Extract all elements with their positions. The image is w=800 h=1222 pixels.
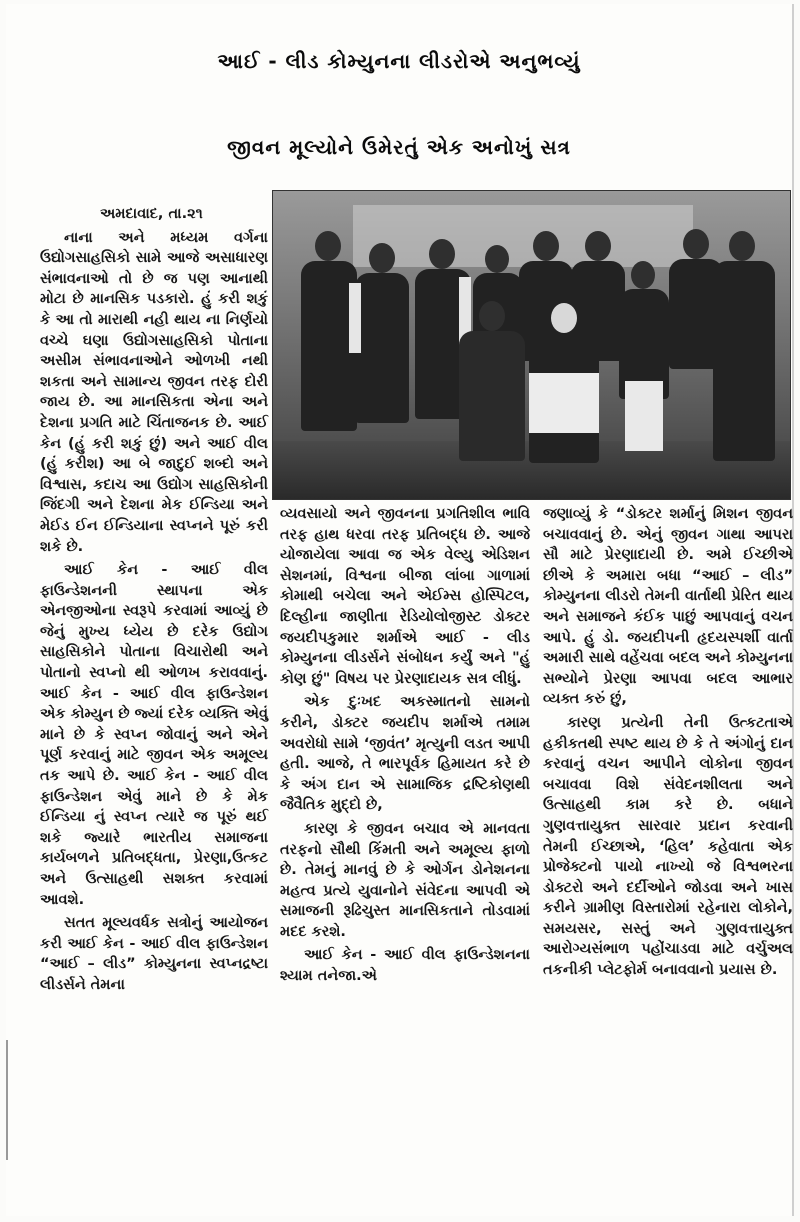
paragraph: સતત મૂલ્યવર્ધક સત્રોનું આયોજન કરી આઈ કેન - આઈ વીલ ફાઉન્ડેશન “આઈ – લીડ” કોમ્યુનના સ્વપ્નદ્રષ્ટા લીડર્સને તેમના xyxy=(40,915,268,993)
page-edge xyxy=(0,1040,8,1160)
newspaper-clipping xyxy=(6,4,794,1216)
headline-line-1: આઈ - લીડ કોમ્યુનના લીડરોએ અનુભવ્યું xyxy=(217,49,581,73)
paragraph: કારણ કે જીવન બચાવ એ માનવતા તરફનો સૌથી કિંમતી અને અમૂલ્ય ફાળો છે. તેમનું માનવું છે કે ઓર્ગન ડોનેશનના મહત્વ પ્રત્યે યુવાનોને સંવેદના આપવી એ સમાજની રૂઢિચુસ્ત માનસિકતાને તોડવામાં મદદ કરશે. xyxy=(280,820,530,940)
paragraph: આઈ કેન - આઈ વીલ ફાઉન્ડેશનની સ્થાપના એક એનજીઓના સ્વરૂપે કરવામાં આવ્યું છે જેનું મુખ્ય ધ્યેય છે દરેક ઉદ્યોગ સાહસિકોને પોતાના વિચારોથી અને પોતાનો સ્વપ્નો થી ઓળખ કરાવવાનું. આઈ કેન - આઈ વીલ ફાઉન્ડેશન એક કોમ્યુન છે જ્યાં દરેક વ્યક્તિ એવું માને છે કે સ્વપ્ન જોવાનું અને એને પૂર્ણ કરવાનું માટે જીવન એક અમૂલ્ય તક આપે છે. આઈ કેન - આઈ વીલ ફાઉન્ડેશન એવું માને છે કે મેક ઈન્ડિયા નું સ્વપ્ન ત્યારે જ પૂરું થઈ શકે જ્યારે ભારતીય સમાજના કાર્યબળને પ્રતિબદ્ધતા, પ્રેરણા,ઉત્કટ અને ઉત્સાહથી સશક્ત કરવામાં આવશે. xyxy=(40,562,268,908)
photo-backdrop xyxy=(353,205,693,267)
article-column-1 xyxy=(40,204,268,999)
paragraph: એક દુઃખદ અકસ્માતનો સામનો કરીને, ડોક્ટર જયદીપ શર્માએ તમામ અવરોધો સામે ‘જીવંત’ મૃત્યુની લડત આપી હતી. આજે, તે ભારપૂર્વક હિમાયત કરે છે કે અંગ દાન એ સામાજિક દ્રષ્ટિકોણથી જૈવૈતિક મુદ્દો છે, xyxy=(280,694,530,814)
headline-line-2: જીવન મૂલ્યોને ઉમેરતું એક અનોખું સત્ર xyxy=(227,135,571,159)
paragraph: જણાવ્યું કે “ડોક્ટર શર્માનું મિશન જીવન બચાવવાનું છે. એનું જીવન ગાથા આપરા સૌ માટે પ્રેરણાદાયી છે. અમે ઈચ્છીએ છીએ કે અમારા બધા “આઈ – લીડ” કોમ્યુનના લીડરો તેમની વાર્તાથી પ્રેરિત થાય અને સમાજને કંઈક પાછું આપવાનું વચન આપે. હું ડો. જયદીપની હૃદયસ્પર્શી વાર્તા અમારી સાથે વહેંચવા બદલ અને કોમ્યુનના સભ્યોને પ્રેરણા આપવા બદલ આભાર વ્યક્ત કરું છું, xyxy=(543,506,793,708)
dateline: અમદાવાદ, તા.૨૧ xyxy=(100,206,203,222)
paragraph: આઈ કેન - આઈ વીલ ફાઉન્ડેશનના શ્યામ તનેજા.એ xyxy=(280,947,530,985)
group-photo xyxy=(272,190,791,500)
article-column-3 xyxy=(543,504,793,984)
article-column-2 xyxy=(280,504,530,990)
paragraph: વ્યવસાયો અને જીવનના પ્રગતિશીલ ભાવિ તરફ હાથ ધરવા તરફ પ્રતિબદ્ધ છે. આજે યોજાયેલા આવા જ એક વેલ્યુ એડિશન સેશનમાં, વિશ્વના બીજા લાંબા ગાળામાં કોમાથી બચેલા અને એઈમ્સ હોસ્પિટલ, દિલ્હીના જાણીતા રેડિયોલોજીસ્ટ ડોક્ટર જયદીપકુમાર શર્માએ આઈ - લીડ કોમ્યુનના લીડર્સને સંબોધન કર્યું અને "હું કોણ છું" વિષય પર પ્રેરણાદાયક સત્ર લીધું. xyxy=(280,506,530,687)
paragraph: કારણ પ્રત્યેની તેની ઉત્કટતાએ હકીકતથી સ્પષ્ટ થાય છે કે તે અંગોનું દાન કરવાનું વચન આપીને લોકોના જીવન બચાવવા વિશે સંવેદનશીલતા અને ઉત્સાહથી કામ કરે છે. બધાને ગુણવત્તાયુક્ત સારવાર પ્રદાન કરવાની તેમની ઈચ્છાએ, ‘હિલ’ કહેવાતા એક પ્રોજેક્ટનો પાયો નાખ્યો જે વિશ્વભરના ડોક્ટરો અને દર્દીઓને જોડવા અને ખાસ કરીને ગ્રામીણ વિસ્તારોમાં રહેનારા લોકોને, સમયસર, સસ્તું અને ગુણવત્તાયુક્ત આરોગ્યસંભાળ પહોંચાડવા માટે વર્ચુઅલ તકનીકી પ્લેટફોર્મ બનાવવાનો પ્રયાસ છે. xyxy=(543,714,793,979)
paragraph: નાના અને મધ્યમ વર્ગના ઉદ્યોગસાહસિકો સામે આજે અસાધારણ સંભાવનાઓ તો છે જ પણ આનાથી મોટા છે માનસિક પડકારો. હું કરી શકું કે આ તો મારાથી નહી થાય ના નિર્ણયો વચ્ચે ઘણા ઉદ્યોગસાહસિકો પોતાના અસીમ સંભાવનાઓને ઓળખી નથી શકતા અને સામાન્ય જીવન તરફ દોરી જાય છે. આ માનસિકતા એના અને દેશના પ્રગતિ માટે ચિંતાજનક છે. આઈ કેન (હું કરી શકું છું) અને આઈ વીલ (હું કરીશ) આ બે જાદુઈ શબ્દો અને વિશ્વાસ, કદાચ આ ઉદ્યોગ સાહસિકોની જિંદગી અને દેશના મેક ઈન્ડિયા અને મેઈડ ઈન ઈન્ડિયાના સ્વપ્નને પૂરું કરી શકે છે. xyxy=(40,229,268,555)
